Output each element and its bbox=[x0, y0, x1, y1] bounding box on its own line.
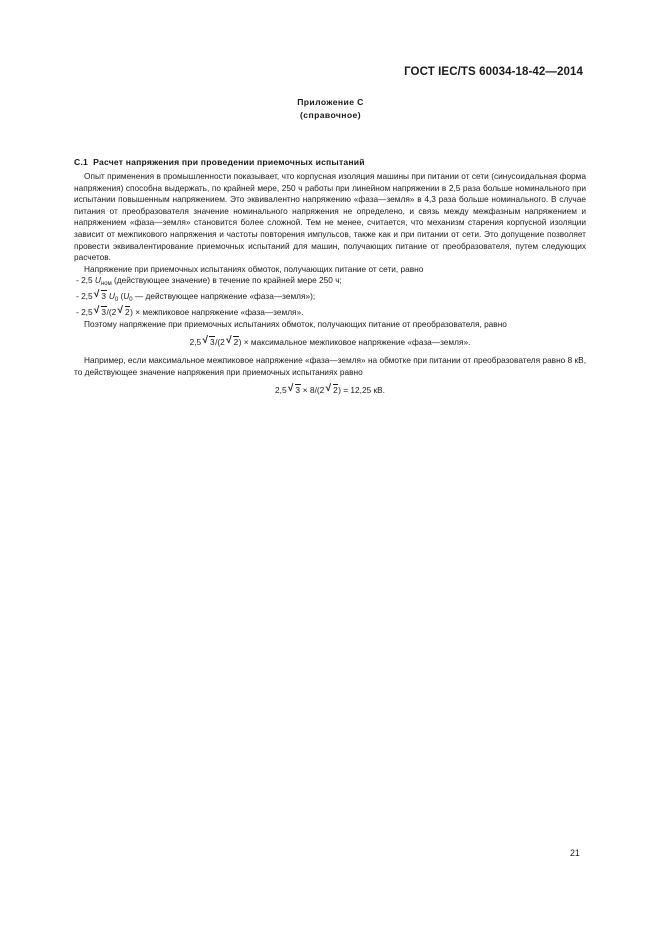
sqrt-symbol bbox=[227, 337, 239, 349]
page-number: 21 bbox=[570, 848, 580, 858]
list-item-text: — действующее напряжение «фаза—земля»); bbox=[132, 290, 316, 301]
variable: U bbox=[94, 275, 101, 286]
list-item-2 bbox=[74, 291, 586, 307]
list-item-1 bbox=[74, 275, 586, 291]
radicand: 3 bbox=[209, 336, 215, 347]
sqrt-symbol bbox=[203, 337, 215, 349]
list-item-text: (действующее значение) в течение по крайней мере 250 ч; bbox=[111, 275, 342, 286]
formula-prefix: 2,5 bbox=[275, 384, 289, 395]
section-body bbox=[74, 171, 586, 403]
radicand: 3 bbox=[101, 290, 107, 301]
formula-mid: /(2 bbox=[215, 336, 228, 347]
formula-suffix: ) = 12,25 кВ. bbox=[338, 384, 385, 395]
formula-suffix: ) × максимальное межпиковое напряжение «фаза—земля». bbox=[238, 336, 471, 347]
sqrt-symbol bbox=[327, 385, 339, 397]
list-item-prefix: - 2,5 bbox=[76, 275, 95, 286]
paragraph-example: Например, если максимальное межпиковое напряжение «фаза—земля» на обмотке при питании от преобразователя равно 8 кВ, то действующее значение напряжения при приемочных испытаниях равно bbox=[74, 355, 586, 377]
formula-converter bbox=[74, 337, 586, 349]
sqrt-symbol bbox=[289, 385, 301, 397]
variable: U bbox=[108, 290, 115, 301]
fraction-part: /(2 bbox=[106, 306, 119, 317]
list-item-prefix: - 2,5 bbox=[76, 290, 95, 301]
subscript: 0 bbox=[129, 296, 133, 303]
sqrt-symbol bbox=[95, 291, 107, 303]
paren: ( bbox=[118, 290, 124, 301]
subscript: 0 bbox=[114, 296, 119, 303]
sqrt-symbol bbox=[119, 307, 131, 319]
list-item-text: × межпиковое напряжение «фаза—земля». bbox=[132, 306, 304, 317]
section-heading: С.1 Расчет напряжения при проведении приемочных испытаний bbox=[74, 157, 365, 167]
subscript: ном bbox=[100, 281, 112, 288]
paragraph-converter-voltage: Поэтому напряжение при приемочных испытаниях обмоток, получающих питание от преобразователя, равно bbox=[84, 319, 507, 330]
appendix-title-block bbox=[0, 96, 661, 121]
appendix-title: Приложение С bbox=[297, 97, 364, 107]
formula-prefix: 2,5 bbox=[189, 336, 204, 347]
radicand: 2 bbox=[125, 306, 130, 317]
variable: U bbox=[123, 290, 130, 301]
formula-example bbox=[74, 385, 586, 397]
paragraph-mains-voltage: Напряжение при приемочных испытаниях обмоток, получающих питание от сети, равно bbox=[84, 263, 424, 274]
radicand: 3 bbox=[101, 306, 107, 317]
paragraph-intro: Опыт применения в промышленности показывает, что корпусная изоляция машины при питании от сети (синусоидальная форма напряжения) способна выдержать, по крайней мере, 250 ч работы при линейном напряжении в 2,5 раза больше номинального при испытании повышенным напряжением. Это эквивалентно напряжению «фаза—земля» в 4,3 раза больше номинального. В случае питания от преобразователя значение номинального напряжения не определено, и связь между межфазным напряжением и напряжением «фаза—земля» становится более сложной. Тем не менее, считается, что механизм старения корпусной изоляции зависит от межпикового напряжения и частоты повторения импульсов, также как и при питании от сети. Это допущение позволяет провести эквивалентирование приемочных испытаний для машин, получающих питание от преобразователя, путем следующих расчетов. bbox=[74, 171, 586, 263]
radicand: 2 bbox=[333, 384, 338, 395]
appendix-subtitle: (справочное) bbox=[300, 109, 361, 120]
paren: ) bbox=[130, 306, 133, 317]
list-item-prefix: - 2,5 bbox=[76, 306, 95, 317]
radicand: 3 bbox=[295, 384, 300, 395]
formula-mid: × 8/(2 bbox=[300, 384, 327, 395]
standard-designation: ГОСТ IEC/TS 60034-18-42—2014 bbox=[404, 66, 583, 78]
sqrt-symbol bbox=[95, 307, 107, 319]
list-item-3 bbox=[74, 307, 586, 319]
radicand: 2 bbox=[233, 336, 239, 347]
